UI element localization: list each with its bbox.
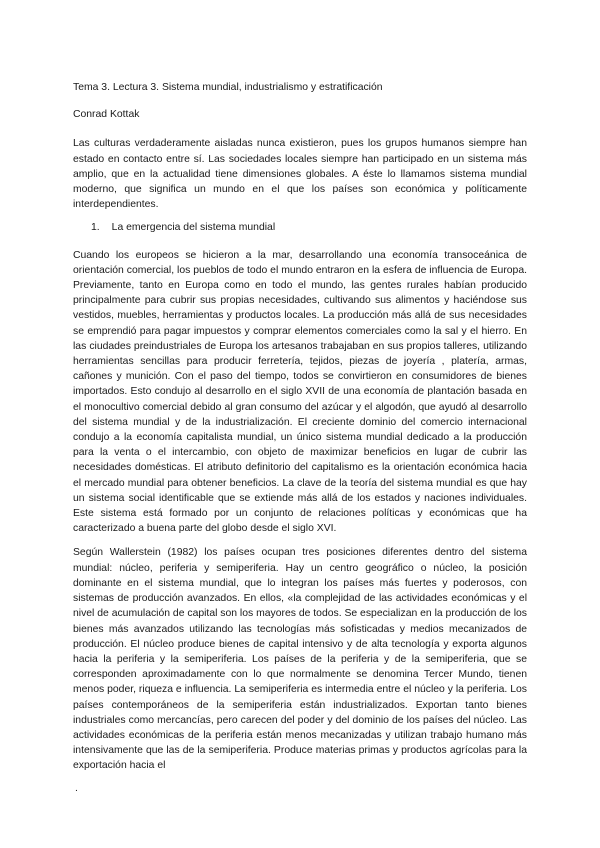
section-heading — [91, 220, 527, 235]
document-title: Tema 3. Lectura 3. Sistema mundial, industrialismo y estratificación — [73, 82, 383, 93]
intro-paragraph: Las culturas verdaderamente aisladas nunca existieron, pues los grupos humanos siempre han estado en contacto entre sí. Las sociedades locales siempre han participado en un sistema más amplio, que en la actualidad tiene dimensiones globales. A éste lo llamamos sistema mundial moderno, que significa un mundo en el que los países son económica y políticamente interdependientes. — [73, 138, 527, 211]
body-paragraph-1: Cuando los europeos se hicieron a la mar, desarrollando una economía transoceánica de orientación comercial, los pueblos de todo el mundo entraron en la esfera de influencia de Europa. Previamente, tanto en Europa como en todo el mundo, las gentes rurales habían producido principalmente para cubrir sus propias necesidades, cultivando sus alimentos y haciéndose sus vestidos, muebles, herramientas y productos locales. La producción más allá de sus necesidades se emprendió para pagar impuestos y comprar elementos comerciales como la sal y el hierro. En las ciudades preindustriales de Europa los artesanos trabajaban en sus propios talleres, utilizando herramientas sencillas para producir ferretería, tejidos, piezas de joyería , platería, armas, cañones y munición. Con el paso del tiempo, todos se convirtieron en consumidores de bienes importados. Esto condujo al desarrollo en el siglo XVII de una economía de plantación basada en el monocultivo comercial debido al gran consumo del azúcar y el algodón, que ayudó al desarrollo del sistema mundial y de la industrialización. El creciente dominio del comercio internacional condujo a la economía capitalista mundial, un único sistema mundial dedicado a la producción para la venta o el intercambio, con objeto de maximizar beneficios en lugar de cubrir las necesidades domésticas. El atributo definitorio del capitalismo es la orientación económica hacia el mercado mundial para obtener beneficios. La clave de la teoría del sistema mundial es que hay un sistema social identificable que se extiende más allá de los estados y naciones individuales. Este sistema está formado por un conjunto de relaciones políticas y económicas que ha caracterizado a buena parte del globo desde el siglo XVI. — [73, 249, 527, 535]
section-title: La emergencia del sistema mundial — [111, 222, 276, 234]
section-number: 1. — [91, 222, 100, 234]
document-author: Conrad Kottak — [73, 109, 140, 121]
page-mark: . — [75, 783, 78, 794]
paragraph-spacer — [73, 536, 527, 545]
body-paragraph-2: Según Wallerstein (1982) los países ocupan tres posiciones diferentes dentro del sistema mundial: núcleo, periferia y semiperiferia. Hay un centro geográfico o núcleo, la posición dominante en el sistema mundial, que lo integran los países más fuertes y poderosos, con sistemas de producción avanzados. En ellos, «la complejidad de las actividades económicas y el nivel de acumulación de capital son los mayores de todos. Se especializan en la producción de los bienes más avanzados utilizando las tecnologías más sofisticadas y medios mecanizados de producción. El núcleo produce bienes de capital intensivo y de alta tecnología y exporta algunos hacia la periferia y la semiperiferia. Los países de la periferia y de la semiperiferia, que se corresponden aproximadamente con lo que normalmente se denomina Tercer Mundo, tienen menos poder, riqueza e influencia. La semiperiferia es intermedia entre el núcleo y la periferia. Los países contemporáneos de la semiperiferia están industrializados. Exportan tanto bienes industriales como mercancías, pero carecen del poder y del dominio de los países del núcleo. Las actividades económicas de la periferia están menos mecanizadas y utilizan trabajo humano más intensivamente que las de la semiperiferia. Produce materias primas y productos agrícolas para la exportación hacia el — [73, 547, 527, 772]
section-list — [73, 220, 527, 235]
document-content — [73, 80, 527, 774]
